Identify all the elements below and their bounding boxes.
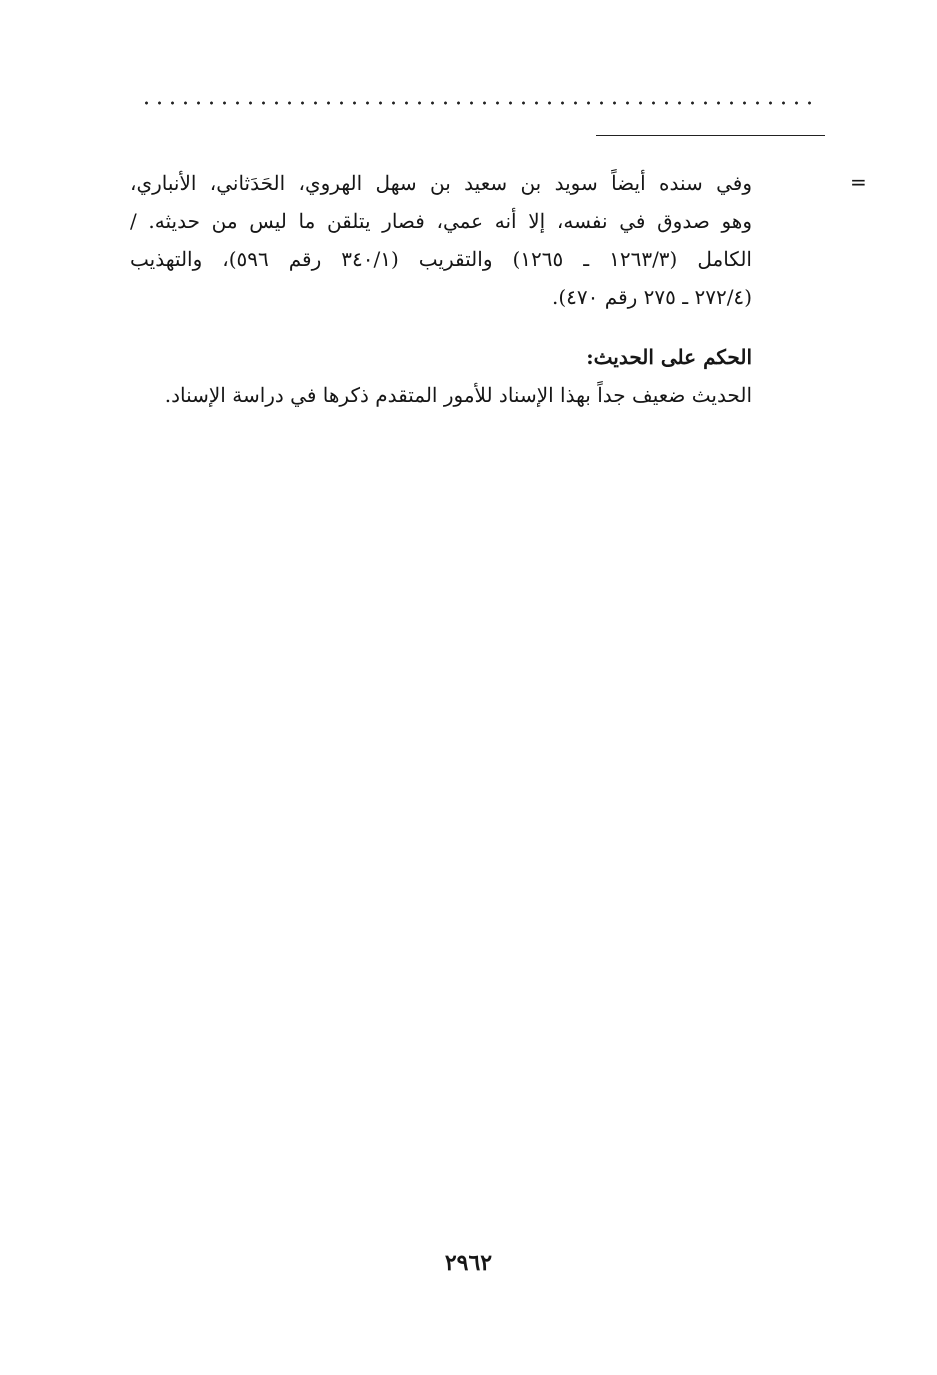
continuation-mark: =: [850, 170, 867, 194]
footnote-line: وهو صدوق في نفسه، إلا أنه عمي، فصار يتلقن ما ليس من حديثه. /: [130, 209, 752, 233]
footnote-paragraph: [130, 164, 752, 316]
ruling-heading: الحكم على الحديث:: [586, 345, 752, 369]
page-number: ٢٩٦٢: [444, 1250, 493, 1276]
dotted-separator: [140, 98, 820, 108]
footnote-separator-line: [596, 135, 825, 136]
footnote-line: الكامل (١٢٦٣/٣ ـ ١٢٦٥) والتقريب (٣٤٠/١ رقم ٥٩٦)، والتهذيب: [130, 247, 752, 271]
ruling-text: الحديث ضعيف جداً بهذا الإسناد للأمور المتقدم ذكرها في دراسة الإسناد.: [164, 383, 752, 407]
footnote-line: (٢٧٢/٤ ـ ٢٧٥ رقم ٤٧٠).: [552, 285, 752, 309]
footnote-line: وفي سنده أيضاً سويد بن سعيد بن سهل الهروي، الحَدَثاني، الأنباري،: [130, 171, 752, 195]
